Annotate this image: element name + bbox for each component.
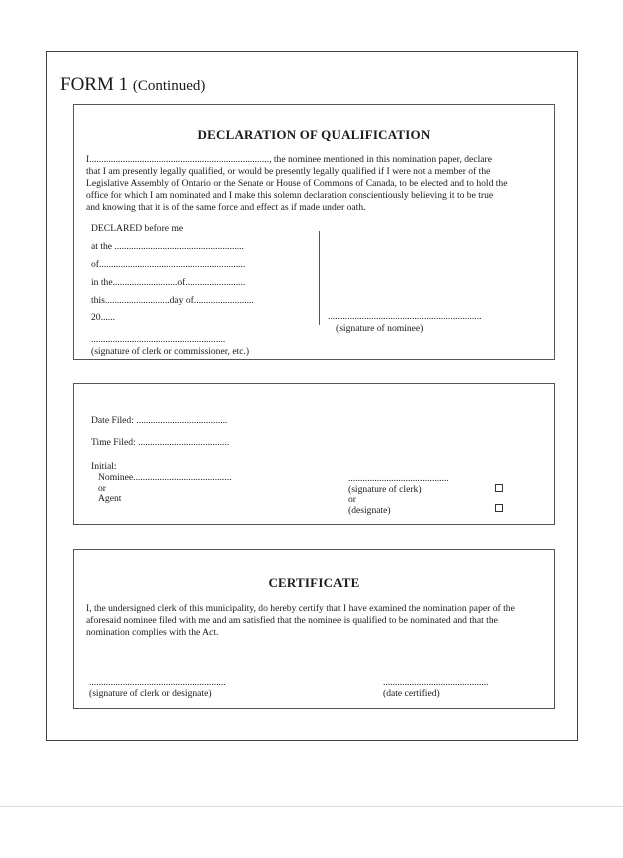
form-title-main: FORM 1 (60, 74, 129, 95)
declaration-line: Legislative Assembly of Ontario or the Senate or House of Commons of Canada, to be elected and to hold the (86, 178, 508, 189)
designate-checkbox[interactable] (495, 504, 503, 512)
declaration-divider (319, 231, 320, 325)
certificate-line: I, the undersigned clerk of this municipality, do hereby certify that I have examined the nomination paper of the (86, 603, 515, 614)
declaration-line: that I am presently legally qualified, or would be presently legally qualified if I were not a member of the (86, 166, 491, 177)
agent-label: Agent (98, 493, 122, 504)
form-title-sub: (Continued) (132, 78, 206, 94)
clerk-filing-signature-line[interactable]: .......................................... (348, 473, 449, 484)
at-field[interactable]: at the ...................................................... (91, 241, 244, 252)
date-filed-field[interactable]: Date Filed: ...................................... (91, 415, 228, 426)
declaration-line: office for which I am nominated and I make this solemn declaration conscientiously believing it to be true (86, 190, 494, 201)
in-of-field[interactable]: in the...........................of......................... (91, 277, 246, 288)
clerk-signature-line[interactable]: ........................................................ (91, 334, 226, 345)
declaration-line: and knowing that it is of the same force and effect as if made under oath. (86, 202, 366, 213)
scan-edge-line (0, 806, 623, 807)
date-certified-label: (date certified) (383, 688, 440, 699)
clerk-signature-label: (signature of clerk or commissioner, etc.) (91, 346, 250, 357)
form-title (60, 74, 205, 96)
certificate-clerk-signature-label: (signature of clerk or designate) (89, 688, 212, 699)
initial-label: Initial: (91, 461, 117, 472)
certificate-heading: CERTIFICATE (268, 575, 360, 590)
declaration-line: I..........................................................................., the nominee mentioned in this nomination paper, declare (86, 154, 492, 165)
declaration-paragraph (86, 154, 546, 214)
designate-label: (designate) (348, 505, 391, 516)
clerk-checkbox[interactable] (495, 484, 503, 492)
filing-section (73, 383, 555, 525)
of-field[interactable]: of............................................................. (91, 259, 246, 270)
certificate-clerk-signature-line[interactable]: ......................................................... (89, 677, 226, 688)
clerk-filing-signature-label: (signature of clerk) (348, 484, 422, 495)
certificate-line: aforesaid nominee filed with me and am satisfied that the nominee is qualified to be nominated and that the (86, 615, 498, 626)
time-filed-field[interactable]: Time Filed: ...................................... (91, 437, 230, 448)
nominee-signature-label: (signature of nominee) (336, 323, 424, 334)
certificate-line: nomination complies with the Act. (86, 627, 219, 638)
or-label-right: or (348, 494, 356, 505)
or-label-left: or (98, 483, 106, 494)
declaration-heading: DECLARATION OF QUALIFICATION (197, 127, 431, 142)
day-of-field[interactable]: this...........................day of......................... (91, 295, 254, 306)
year-field[interactable]: 20...... (91, 312, 115, 323)
date-certified-line[interactable]: ............................................ (383, 677, 489, 688)
certificate-paragraph (86, 603, 546, 639)
nominee-signature-line[interactable]: ................................................................ (328, 311, 482, 322)
declared-before-label: DECLARED before me (91, 223, 184, 234)
nominee-initial-field[interactable]: Nominee......................................... (98, 472, 232, 483)
